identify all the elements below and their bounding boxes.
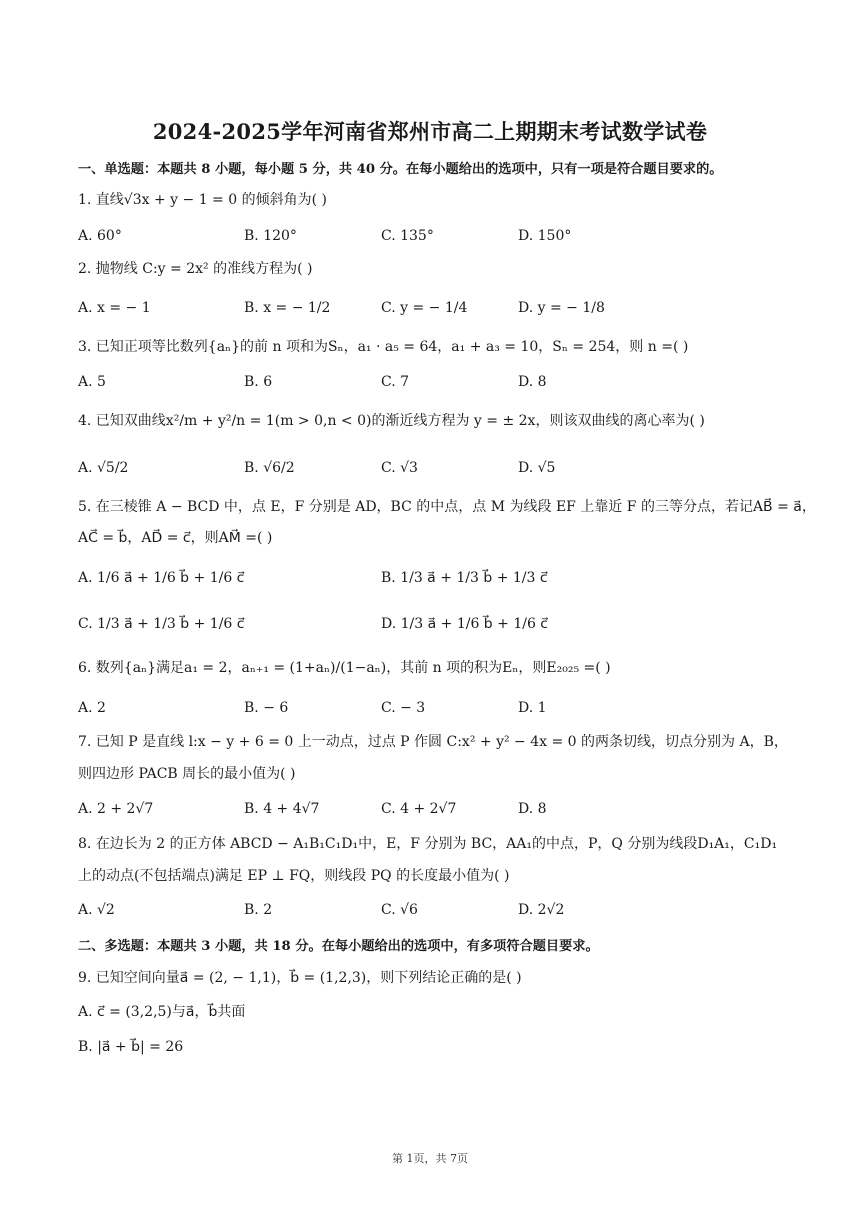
question-9-option-b: B. |a⃗ + b⃗| = 26	[78, 1039, 184, 1055]
question-8-option-d: D. 2√2	[518, 902, 565, 918]
question-2-option-b: B. x = − 1/2	[244, 300, 331, 316]
question-8-stem-line-2: 上的动点(不包括端点)满足 EP ⊥ FQ，则线段 PQ 的长度最小值为( )	[78, 868, 510, 884]
question-6-stem: 6. 数列{aₙ}满足a₁ = 2，aₙ₊₁ = (1+aₙ)/(1−aₙ)，其前 n 项的积为Eₙ，则E₂₀₂₅ =( )	[78, 660, 611, 676]
question-3-stem: 3. 已知正项等比数列{aₙ}的前 n 项和为Sₙ，a₁ · a₅ = 64，a₁ + a₃ = 10，Sₙ = 254，则 n =( )	[78, 339, 689, 355]
question-9-stem: 9. 已知空间向量a⃗ = (2, − 1,1)，b⃗ = (1,2,3)，则下列结论正确的是( )	[78, 970, 522, 986]
question-8-option-b: B. 2	[244, 902, 273, 918]
question-1-option-b: B. 120°	[244, 228, 297, 244]
question-2-option-c: C. y = − 1/4	[381, 300, 468, 316]
question-5-option-a: A. 1/6 a⃗ + 1/6 b⃗ + 1/6 c⃗	[78, 570, 245, 586]
question-4-option-c: C. √3	[381, 460, 418, 476]
question-5-stem-line-1: 5. 在三棱锥 A − BCD 中，点 E，F 分别是 AD，BC 的中点，点 M 为线段 EF 上靠近 F 的三等分点，若记AB⃗ = a⃗，	[78, 499, 816, 515]
question-4-option-a: A. √5/2	[78, 460, 129, 476]
section-heading-multiple-choice: 二、多选题：本题共 3 小题，共 18 分。在每小题给出的选项中，有多项符合题目要求。	[78, 939, 599, 954]
question-2-option-a: A. x = − 1	[78, 300, 151, 316]
page-footer: 第 1页，共 7页	[392, 1152, 468, 1165]
question-7-option-d: D. 8	[518, 801, 547, 817]
question-5-option-b: B. 1/3 a⃗ + 1/3 b⃗ + 1/3 c⃗	[381, 570, 548, 586]
question-1-option-a: A. 60°	[78, 228, 122, 244]
question-8-stem-line-1: 8. 在边长为 2 的正方体 ABCD − A₁B₁C₁D₁中，E，F 分别为 BC，AA₁的中点，P，Q 分别为线段D₁A₁，C₁D₁	[78, 836, 778, 852]
question-4-option-b: B. √6/2	[244, 460, 295, 476]
question-3-option-d: D. 8	[518, 374, 547, 390]
question-7-stem-line-1: 7. 已知 P 是直线 l:x − y + 6 = 0 上一动点，过点 P 作圆 C:x² + y² − 4x = 0 的两条切线，切点分别为 A，B，	[78, 734, 788, 750]
question-5-option-c: C. 1/3 a⃗ + 1/3 b⃗ + 1/6 c⃗	[78, 616, 245, 632]
question-7-option-c: C. 4 + 2√7	[381, 801, 457, 817]
question-3-option-a: A. 5	[78, 374, 106, 390]
question-2-stem: 2. 抛物线 C:y = 2x² 的准线方程为( )	[78, 261, 313, 277]
question-5-option-d: D. 1/3 a⃗ + 1/6 b⃗ + 1/6 c⃗	[381, 616, 548, 632]
question-1-stem: 1. 直线√3x + y − 1 = 0 的倾斜角为( )	[78, 192, 327, 208]
question-9-option-a: A. c⃗ = (3,2,5)与a⃗，b⃗共面	[78, 1004, 246, 1020]
question-7-option-a: A. 2 + 2√7	[78, 801, 154, 817]
question-3-option-b: B. 6	[244, 374, 273, 390]
question-6-option-c: C. − 3	[381, 700, 426, 716]
question-6-option-d: D. 1	[518, 700, 547, 716]
question-1-option-c: C. 135°	[381, 228, 434, 244]
question-6-option-a: A. 2	[78, 700, 106, 716]
question-2-option-d: D. y = − 1/8	[518, 300, 605, 316]
question-7-stem-line-2: 则四边形 PACB 周长的最小值为( )	[78, 766, 296, 782]
question-1-option-d: D. 150°	[518, 228, 572, 244]
question-8-option-a: A. √2	[78, 902, 115, 918]
section-heading-single-choice: 一、单选题：本题共 8 小题，每小题 5 分，共 40 分。在每小题给出的选项中，只有一项是符合题目要求的。	[78, 162, 723, 177]
question-6-option-b: B. − 6	[244, 700, 289, 716]
question-5-stem-line-2: AC⃗ = b⃗，AD⃗ = c⃗，则AM⃗ =( )	[78, 530, 273, 546]
question-4-stem: 4. 已知双曲线x²/m + y²/n = 1(m > 0,n < 0)的渐近线方程为 y = ± 2x，则该双曲线的离心率为( )	[78, 413, 705, 429]
question-4-option-d: D. √5	[518, 460, 556, 476]
question-7-option-b: B. 4 + 4√7	[244, 801, 320, 817]
question-8-option-c: C. √6	[381, 902, 418, 918]
question-3-option-c: C. 7	[381, 374, 410, 390]
page-title: 2024-2025学年河南省郑州市高二上期期末考试数学试卷	[152, 119, 708, 144]
